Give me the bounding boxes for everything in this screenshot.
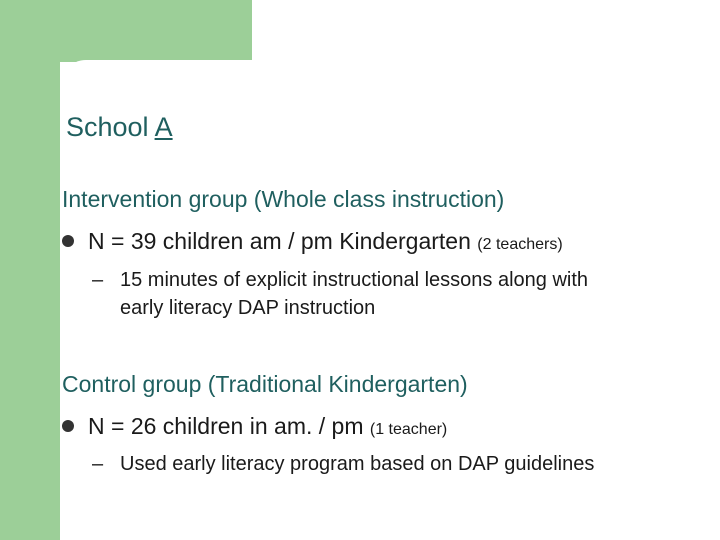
control-bullet-main: N = 26 children in am. / pm bbox=[88, 413, 370, 439]
title-underlined: A bbox=[154, 112, 173, 142]
bullet-dot-icon bbox=[62, 235, 74, 247]
bullet-dot-icon bbox=[62, 420, 74, 432]
slide-title bbox=[66, 112, 173, 143]
title-prefix: School bbox=[66, 112, 155, 142]
intervention-group-heading: Intervention group (Whole class instruction) bbox=[62, 186, 505, 212]
intervention-sub-bullet bbox=[92, 266, 588, 322]
control-sub-line-1: Used early literacy program based on DAP guidelines bbox=[120, 453, 595, 475]
intervention-bullet-main: N = 39 children am / pm Kindergarten bbox=[88, 228, 478, 254]
intervention-sub-line-2: early literacy DAP instruction bbox=[120, 297, 376, 319]
green-sidebar-bar bbox=[0, 0, 60, 540]
dash-icon: – bbox=[92, 269, 104, 291]
green-top-bar bbox=[0, 0, 252, 62]
control-bullet bbox=[62, 413, 447, 440]
control-sub-bullet bbox=[92, 450, 594, 478]
intervention-bullet bbox=[62, 228, 563, 255]
intervention-bullet-small: (2 teachers) bbox=[477, 236, 563, 253]
control-group-heading: Control group (Traditional Kindergarten) bbox=[62, 371, 468, 397]
control-bullet-small: (1 teacher) bbox=[369, 421, 448, 438]
intervention-sub-line-1: 15 minutes of explicit instructional lessons along with bbox=[120, 269, 589, 291]
dash-icon: – bbox=[92, 453, 104, 475]
